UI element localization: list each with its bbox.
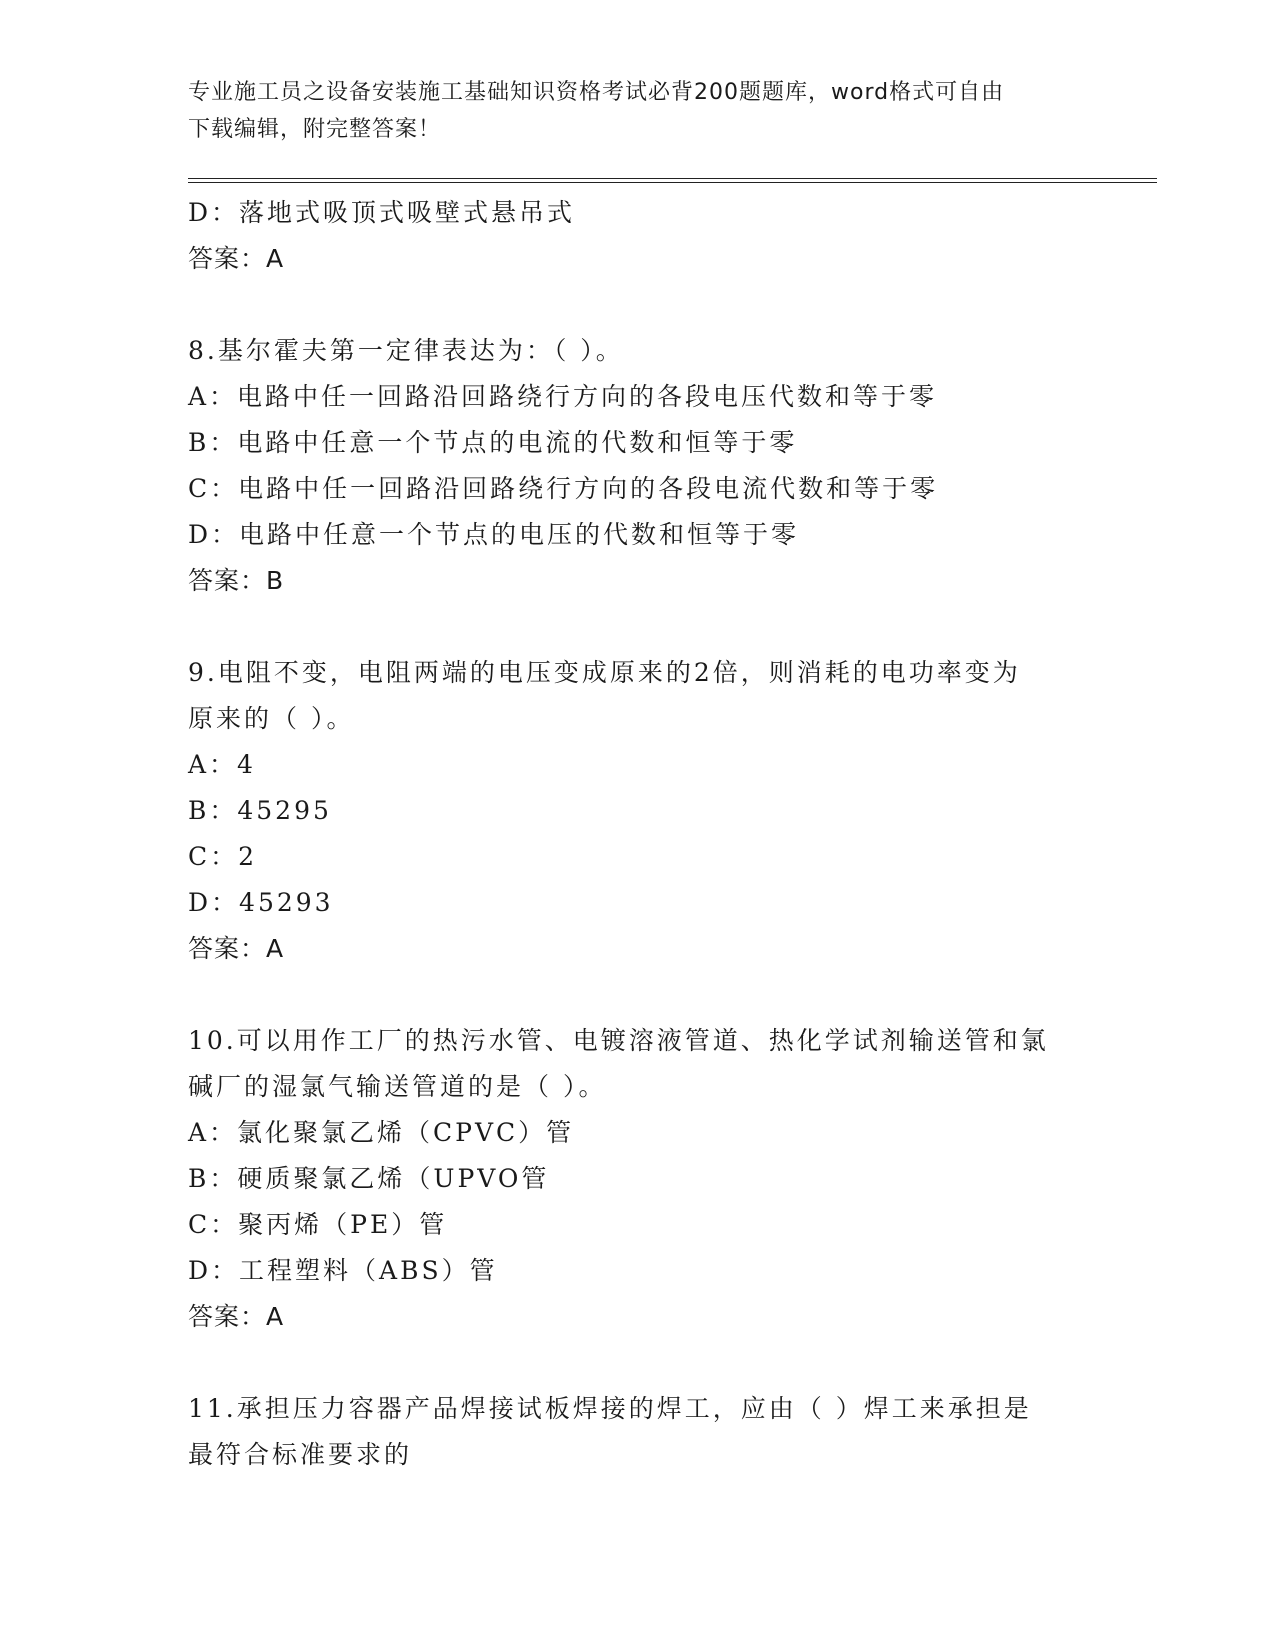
header-divider-bottom xyxy=(188,182,1157,183)
option-a: A：氯化聚氯乙烯（CPVC）管 xyxy=(188,1118,575,1147)
answer-line: 答案：A xyxy=(188,1302,285,1331)
answer-line: 答案：A xyxy=(188,244,285,273)
question-stem: 11.承担压力容器产品焊接试板焊接的焊工，应由（ ）焊工来承担是 xyxy=(188,1394,1032,1423)
option-d: D：45293 xyxy=(188,888,334,917)
document-header xyxy=(188,74,1068,148)
prev-question-tail xyxy=(188,190,1088,282)
question-stem: 10.可以用作工厂的热污水管、电镀溶液管道、热化学试剂输送管和氯 xyxy=(188,1026,1049,1055)
option-b: B：硬质聚氯乙烯（UPVO管 xyxy=(188,1164,550,1193)
header-title-line-1: 专业施工员之设备安装施工基础知识资格考试必背200题题库，word格式可自由 xyxy=(188,80,1005,105)
header-divider-top xyxy=(188,178,1157,179)
question-stem-cont: 最符合标准要求的 xyxy=(188,1440,413,1469)
option-a: A：电路中任一回路沿回路绕行方向的各段电压代数和等于零 xyxy=(188,382,938,411)
question-stem-cont: 原来的（ ）。 xyxy=(188,704,355,733)
question-11 xyxy=(188,1386,1088,1478)
question-stem: 8.基尔霍夫第一定律表达为：（ ）。 xyxy=(188,336,624,365)
question-9 xyxy=(188,650,1088,972)
question-stem-cont: 碱厂的湿氯气输送管道的是（ ）。 xyxy=(188,1072,607,1101)
header-title-line-2: 下载编辑，附完整答案！ xyxy=(188,117,442,142)
question-stem: 9.电阻不变，电阻两端的电压变成原来的2倍，则消耗的电功率变为 xyxy=(188,658,1021,687)
question-8 xyxy=(188,328,1088,604)
option-d: D：电路中任意一个节点的电压的代数和恒等于零 xyxy=(188,520,800,549)
option-d: D：落地式吸顶式吸壁式悬吊式 xyxy=(188,198,576,227)
question-10 xyxy=(188,1018,1088,1340)
question-list xyxy=(188,190,1088,1478)
option-c: C：电路中任一回路沿回路绕行方向的各段电流代数和等于零 xyxy=(188,474,939,503)
option-c: C：聚丙烯（PE）管 xyxy=(188,1210,448,1239)
option-c: C：2 xyxy=(188,842,258,871)
answer-line: 答案：B xyxy=(188,566,285,595)
option-b: B：45295 xyxy=(188,796,332,825)
option-a: A：4 xyxy=(188,750,256,779)
option-d: D：工程塑料（ABS）管 xyxy=(188,1256,498,1285)
option-b: B：电路中任意一个节点的电流的代数和恒等于零 xyxy=(188,428,798,457)
answer-line: 答案：A xyxy=(188,934,285,963)
